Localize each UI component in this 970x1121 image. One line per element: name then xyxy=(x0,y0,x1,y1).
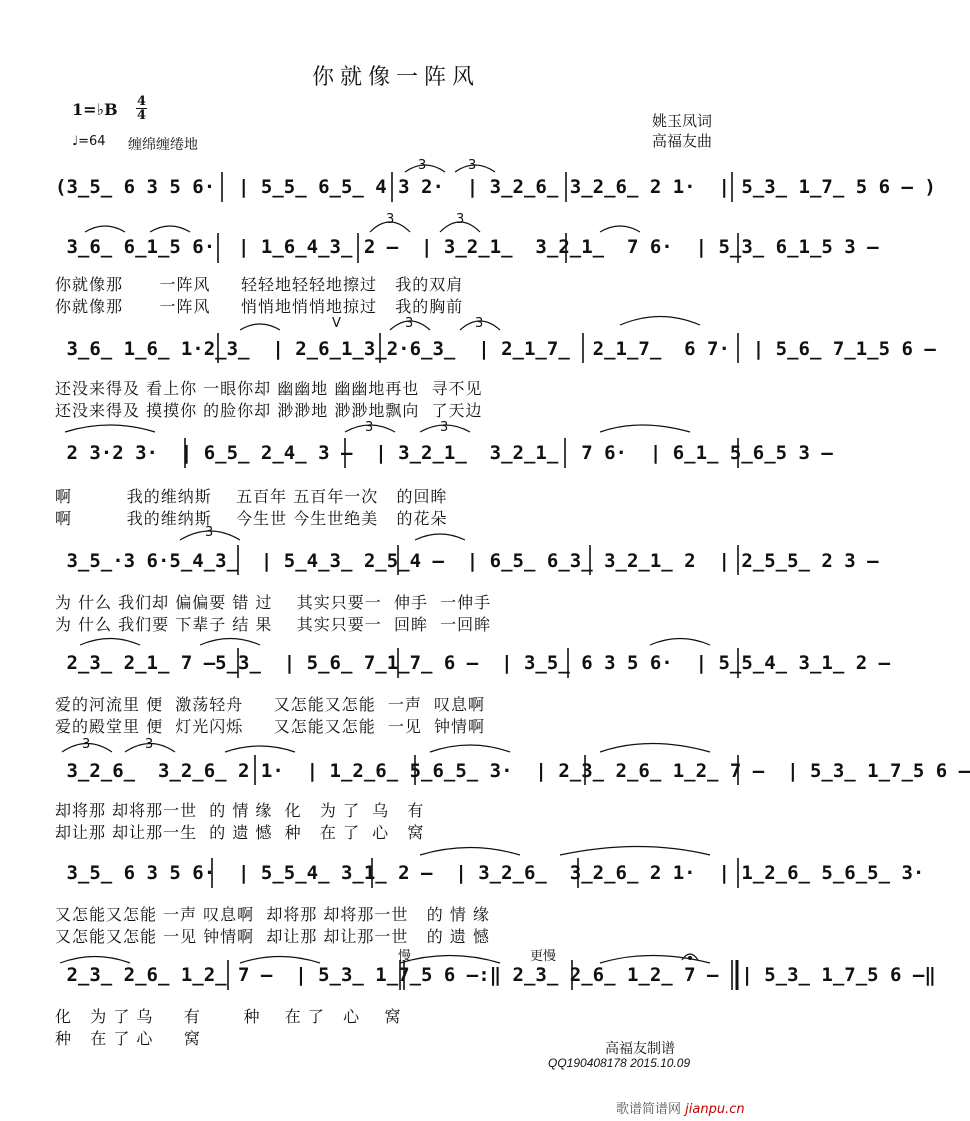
site-name: 歌谱简谱网 xyxy=(616,1102,682,1117)
song-title: 你就像一阵风 xyxy=(311,65,480,90)
score-row-9: 2̲3̲ 2̲6̲ 1̲2̲ 7 – | 5̲3̲ 1̲7̲5 6 –:‖ 2̲3̲ 2̲6̲ 1̲2̲ 7 – | 5̲3̲ 1̲7̲5 6 –‖ xyxy=(55,964,936,986)
lyric-line-verse2: 还没来得及 摸摸你 的脸你却 渺渺地 渺渺地飘向 了天边 xyxy=(55,401,483,420)
lyric-line-verse2: 却让那 却让那一生 的 遗 憾 种 在 了 心 窝 xyxy=(55,823,425,842)
score-row-4: 2 3·2 3· | 6̲5̲ 2̲4̲ 3 – | 3̲2̲1̲ 3̲2̲1̲ 7 6· | 6̲1̲ 5̲6̲5 3 – xyxy=(55,442,833,464)
triplet-mark: 3 xyxy=(440,420,449,435)
triplet-mark: 3 xyxy=(475,316,484,331)
triplet-mark: 3 xyxy=(82,737,91,752)
time-signature-top: 4 xyxy=(136,94,147,109)
triplet-mark: 3 xyxy=(205,525,214,540)
lyricist-credit: 姚玉凤词 xyxy=(652,112,713,130)
lyric-line-verse1: 却将那 却将那一世 的 情 缘 化 为 了 乌 有 xyxy=(55,801,425,820)
lyric-line-verse2: 爱的殿堂里 便 灯光闪烁 又怎能又怎能 一见 钟情啊 xyxy=(55,717,486,736)
tempo-slower-mark: 更慢 xyxy=(530,949,557,964)
arranger-credit: 高福友制谱 xyxy=(605,1041,675,1057)
lyric-line-verse2: 为 什么 我们要 下辈子 结 果 其实只要一 回眸 一回眸 xyxy=(55,615,492,634)
lyric-line-verse2: 你就像那 一阵风 悄悄地悄悄地掠过 我的胸前 xyxy=(55,297,464,316)
triplet-mark: 3 xyxy=(456,212,465,227)
lyric-line-verse2: 啊 我的维纳斯 今生世 今生世绝美 的花朵 xyxy=(55,509,448,528)
lyric-line-verse1: 为 什么 我们却 偏偏要 错 过 其实只要一 伸手 一伸手 xyxy=(55,593,492,612)
lyric-line-verse2: 种 在 了 心 窝 xyxy=(55,1029,201,1048)
triplet-mark: 3 xyxy=(405,316,414,331)
breath-mark: V xyxy=(332,316,341,331)
score-row-7: 3̲2̲6̲ 3̲2̲6̲ 2 1· | 1̲2̲6̲ 5̲6̲5̲ 3· | 2̲3̲ 2̲6̲ 1̲2̲ 7 – | 5̲3̲ 1̲7̲5 6 – xyxy=(55,760,970,782)
score-row-6: 2̲3̲ 2̲1̲ 7 –5̲3̲ | 5̲6̲ 7̲1̲7̲ 6 – | 3̲5̲ 6 3 5 6· | 5̲5̲4̲ 3̲1̲ 2 – xyxy=(55,652,891,674)
site-watermark xyxy=(616,1098,745,1117)
score-row-5: 3̲5̲·3 6·5̲4̲3̲ | 5̲4̲3̲ 2̲5̲4 – | 6̲5̲ 6̲3̲ 3̲2̲1̲ 2 | 2̲5̲5̲ 2 3 – xyxy=(55,550,879,572)
lyric-line-verse1: 爱的河流里 便 激荡轻舟 又怎能又怎能 一声 叹息啊 xyxy=(55,695,486,714)
site-url: jianpu.cn xyxy=(685,1102,745,1117)
expression-marking: 缠绵缠绻地 xyxy=(128,137,198,153)
lyric-line-verse1: 又怎能又怎能 一声 叹息啊 却将那 却将那一世 的 情 缘 xyxy=(55,905,490,924)
score-row-3: 3̲6̲ 1̲6̲ 1·2̲3̲ | 2̲6̲1̲3̲2·6̲3̲ | 2̲1̲7̲ 2̲1̲7̲ 6 7· | 5̲6̲ 7̲1̲5 6 – xyxy=(55,338,936,360)
composer-credit: 高福友曲 xyxy=(652,132,713,150)
lyric-line-verse1: 还没来得及 看上你 一眼你却 幽幽地 幽幽地再也 寻不见 xyxy=(55,379,483,398)
triplet-mark: 3 xyxy=(365,420,374,435)
key-signature: 1=♭B xyxy=(72,100,118,119)
contact-stamp: QQ190408178 2015.10.09 xyxy=(548,1056,691,1070)
triplet-mark: 3 xyxy=(468,158,477,173)
score-row-8: 3̲5̲ 6 3 5 6· | 5̲5̲4̲ 3̲1̲ 2 – | 3̲2̲6̲ 3̲2̲6̲ 2 1· | 1̲2̲6̲ 5̲6̲5̲ 3· xyxy=(55,862,925,884)
lyric-line-verse1: 化 为 了 乌 有 种 在 了 心 窝 xyxy=(55,1007,402,1026)
triplet-mark: 3 xyxy=(386,212,395,227)
triplet-mark: 3 xyxy=(145,737,154,752)
tempo-marking: ♩=64 xyxy=(72,134,106,149)
lyric-line-verse2: 又怎能又怎能 一见 钟情啊 却让那 却让那一世 的 遗 憾 xyxy=(55,927,490,946)
lyric-line-verse1: 啊 我的维纳斯 五百年 五百年一次 的回眸 xyxy=(55,487,448,506)
lyric-line-verse1: 你就像那 一阵风 轻轻地轻轻地擦过 我的双肩 xyxy=(55,275,464,294)
triplet-mark: 3 xyxy=(418,158,427,173)
score-row-1: (3̲5̲ 6 3 5 6· | 5̲5̲ 6̲5̲ 4 3 2· | 3̲2̲6̲ 3̲2̲6̲ 2 1· | 5̲3̲ 1̲7̲ 5 6 – ) xyxy=(55,176,936,198)
time-signature-bottom: 4 xyxy=(136,108,147,123)
score-row-2: 3̲6̲ 6̲1̲5 6· | 1̲6̲4̲3̲ 2 – | 3̲2̲1̲ 3̲2̲1̲ 7 6· | 5̲3̲ 6̲1̲5 3 – xyxy=(55,236,879,258)
tempo-slow-mark: 慢 xyxy=(398,949,412,964)
